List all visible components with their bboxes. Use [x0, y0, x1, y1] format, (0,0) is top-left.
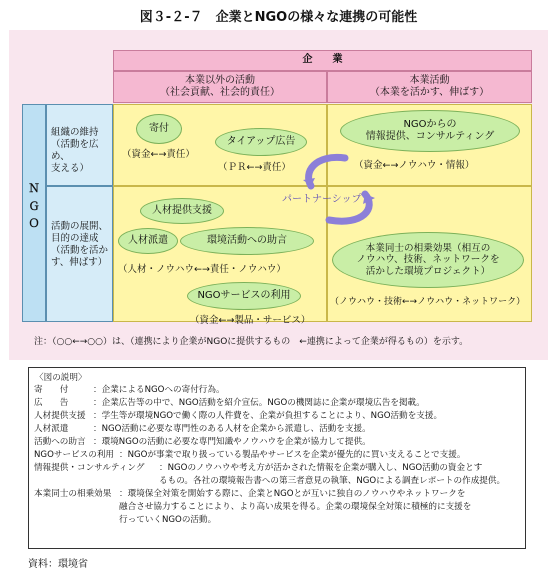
consulting-line1: NGOからの	[403, 119, 457, 130]
advice-oval: 環境活動への助言	[180, 227, 314, 255]
expl-term: 情報提供・コンサルティング	[34, 463, 145, 473]
synergy-project-oval	[332, 232, 524, 288]
explanation-heading: 〈図の説明〉	[35, 373, 87, 383]
expl-desc-cont: るもの。各社の環境報告書への第三者意見の執筆、NGOによる調査レポートの作成提供。	[159, 476, 506, 486]
consulting-oval	[340, 110, 520, 152]
expl-desc: ：企業広告等の中で、NGO活動を紹介宣伝。NGOの機関誌に企業が環境広告を掲載。	[93, 398, 425, 408]
ngo-service-oval: NGOサービスの利用	[187, 282, 301, 310]
corp-header: 企 業	[113, 50, 532, 71]
explanation-box	[28, 367, 526, 549]
synergy-flow: （ノウハウ・技術←→ノウハウ・ネットワーク）	[330, 297, 526, 307]
tieup-ad-flow: （ＰＲ←→責任）	[218, 162, 291, 173]
row-label-maintain	[46, 104, 113, 186]
ngo-label	[22, 180, 46, 233]
partnership-label: パートナーシップ	[282, 194, 362, 205]
consulting-flow: （資金←→ノウハウ・情報）	[354, 160, 475, 171]
expl-desc-cont: 融合させ協力することにより、より高い成果を得る。企業の環境保全対策に積極的に支援を	[119, 502, 472, 512]
legend-note: 注：（○○←→○○）は、（連携により企業がNGOに提供するもの ←連携によって企業が得るもの）を示す。	[34, 337, 469, 347]
row2-line4: す、伸ばす）	[51, 256, 108, 268]
expl-term: 人材提供支援	[34, 411, 86, 421]
expl-desc: ：NGOが事業で取り扱っている製品やサービスを企業が優先的に買い支えることで支援。	[119, 450, 466, 460]
business-header	[327, 71, 532, 103]
synergy-line3: 活かした環境プロジェクト）	[365, 265, 491, 277]
expl-desc: ：環境NGOの活動に必要な専門知識やノウハウを企業が協力して提供。	[93, 437, 371, 447]
expl-desc: ：環境保全対策を開始する際に、企業とNGOとが互いに独自のノウハウやネットワークを	[119, 489, 466, 499]
expl-term: 寄 付	[34, 385, 69, 395]
expl-desc-cont: 行っていくNGOの活動。	[119, 515, 217, 525]
ngo-letter-o: Ｏ	[28, 217, 40, 231]
synergy-line2: ノウハウ、技術、ネットワークを	[356, 254, 500, 266]
row1-line3: 支える）	[51, 162, 90, 174]
row2-line2: 目的の達成	[51, 232, 99, 244]
consulting-line2: 情報提供、コンサルティング	[365, 131, 495, 142]
nonbusiness-header	[113, 71, 327, 103]
business-header-line2: （本業を活かす、伸ばす）	[369, 87, 490, 98]
expl-term: 人材派遣	[34, 424, 69, 434]
expl-term: 広 告	[34, 398, 69, 408]
expl-desc: ：企業によるNGOへの寄付行為。	[93, 385, 225, 395]
row1-line2: （活動を広め、	[51, 138, 99, 162]
nonbusiness-header-line2: （社会貢献、社会的責任）	[160, 87, 280, 98]
expl-desc: ：NGO活動に必要な専門性のある人材を企業から派遣し、活動を支援。	[93, 424, 371, 434]
staff-flow: （人材・ノウハウ←→責任・ノウハウ）	[118, 264, 286, 275]
ngo-service-flow: （資金←→製品・サービス）	[190, 315, 311, 326]
business-header-line1: 本業活動	[409, 74, 450, 86]
ngo-letter-g: Ｇ	[28, 199, 40, 213]
row1-line1: 組織の維持	[51, 127, 99, 138]
expl-term: 活動への助言	[34, 437, 86, 447]
synergy-line1: 本業同士の相乗効果（相互の	[365, 242, 491, 254]
nonbusiness-header-line1: 本業以外の活動	[185, 74, 255, 86]
expl-desc: ：NGOのノウハウや考え方が活かされた情報を企業が購入し、NGO活動の資金とす	[159, 463, 483, 473]
row2-line3: （活動を活か	[51, 244, 109, 256]
donation-flow: （資金←→責任）	[122, 149, 195, 160]
expl-term: NGOサービスの利用	[34, 450, 115, 460]
ngo-letter-n: Ｎ	[28, 182, 40, 195]
donation-oval: 寄付	[136, 114, 182, 144]
row-label-develop	[46, 186, 113, 322]
expl-desc: ：学生等が環境NGOで働く際の人件費を、企業が負担することにより、NGO活動を支援。	[93, 411, 443, 421]
staff-dispatch-oval: 人材派遣	[118, 228, 178, 254]
row2-line1: 活動の展開、	[51, 221, 109, 232]
staff-support-oval: 人材提供支援	[140, 198, 224, 224]
figure-title: 図３-２-７ 企業とNGOの様々な連携の可能性	[139, 10, 418, 25]
expl-term: 本業同士の相乗効果	[34, 489, 112, 499]
source-label: 資料：環境省	[28, 559, 88, 570]
tieup-ad-oval: タイアップ広告	[215, 128, 307, 156]
